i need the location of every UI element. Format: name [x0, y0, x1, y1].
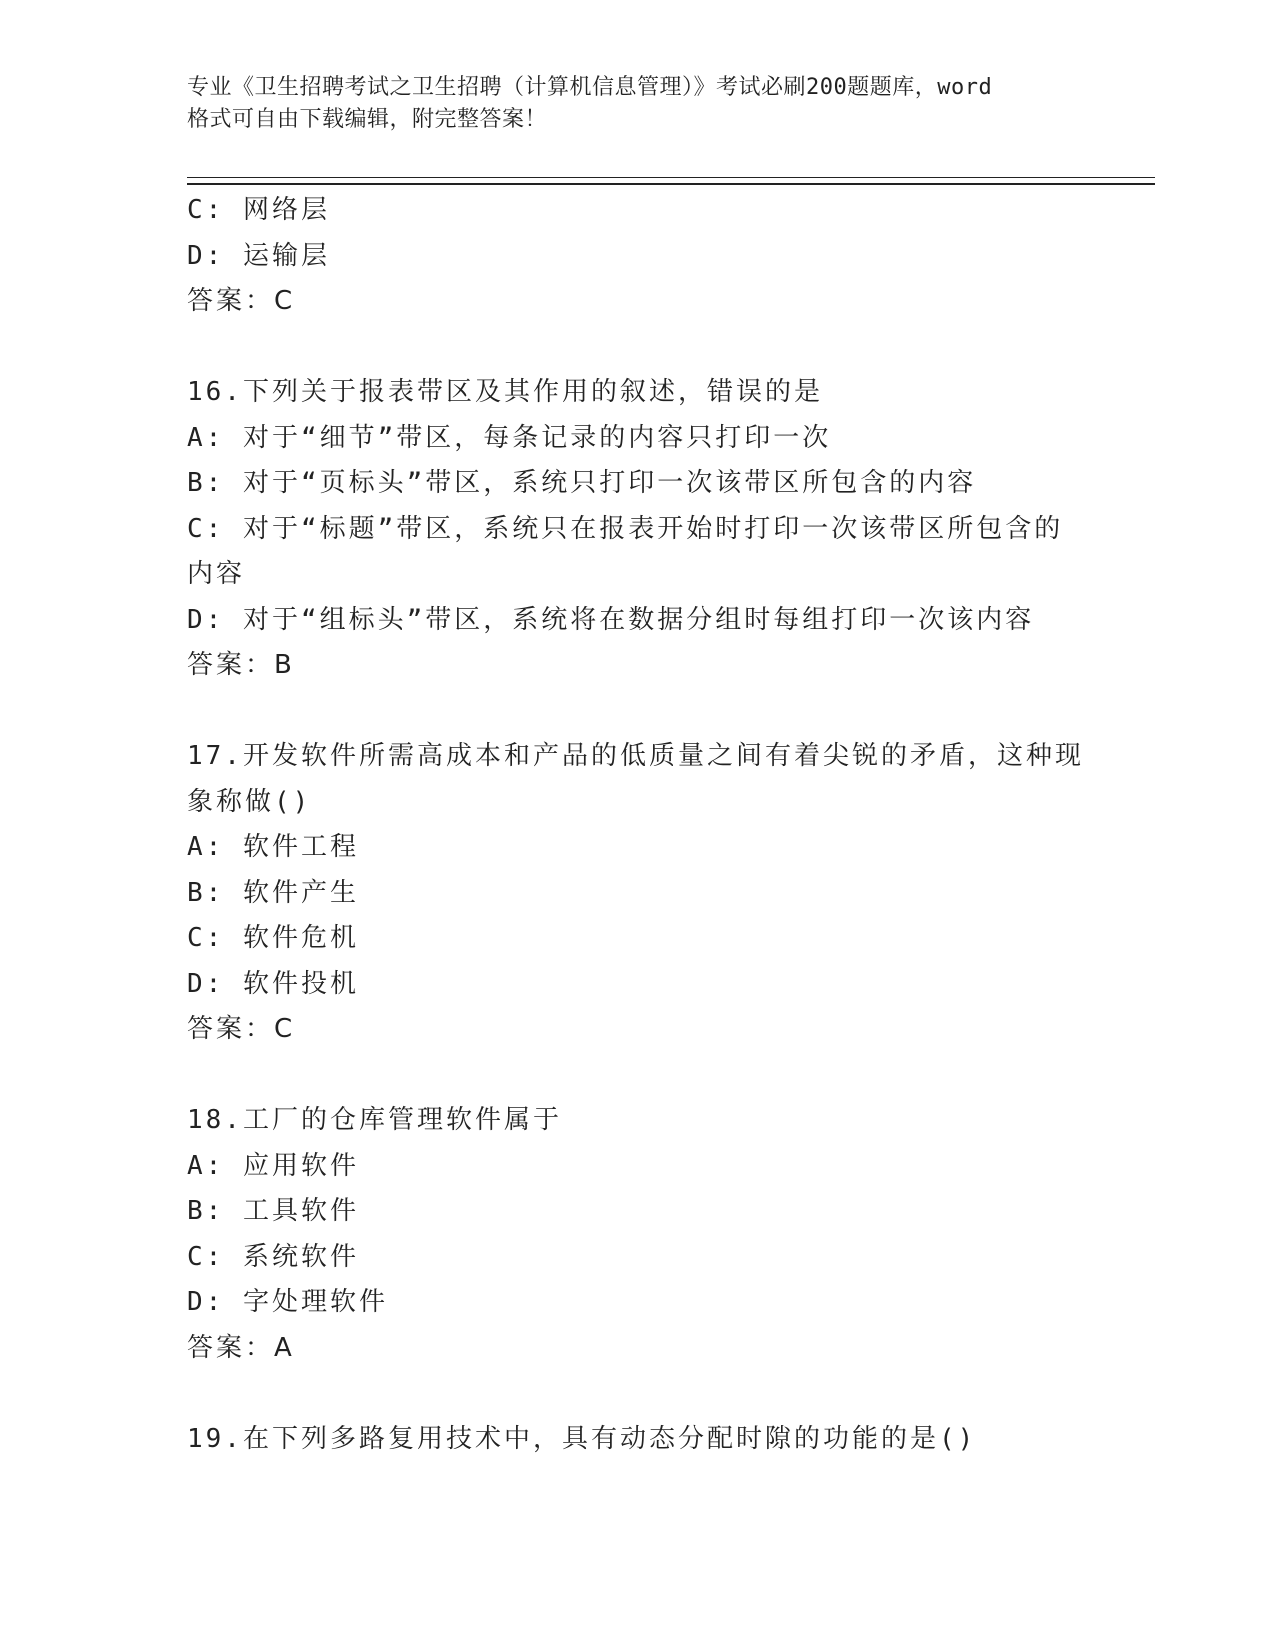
- question-stem: 17.开发软件所需高成本和产品的低质量之间有着尖锐的矛盾，这种现: [187, 741, 1084, 771]
- option-c: C: 对于“标题”带区，系统只在报表开始时打印一次该带区所包含的: [187, 513, 1064, 544]
- question-18: [187, 1098, 1087, 1371]
- option-d: D: 软件投机: [187, 968, 359, 999]
- question-19: [187, 1417, 1087, 1463]
- question-list: [187, 188, 1087, 1462]
- header-divider: [187, 177, 1155, 185]
- option-d: D: 字处理软件: [187, 1287, 388, 1317]
- option-d: D: 对于“组标头”带区，系统将在数据分组时每组打印一次该内容: [187, 604, 1035, 635]
- spacer: [187, 325, 1087, 371]
- option-a: A: 软件工程: [187, 832, 359, 862]
- header-line-1: 专业《卫生招聘考试之卫生招聘（计算机信息管理）》考试必刷200题题库，word: [187, 75, 993, 100]
- option-a: A: 应用软件: [187, 1150, 359, 1181]
- option-a: A: 对于“细节”带区，每条记录的内容只打印一次: [187, 422, 832, 453]
- header-line-2: 格式可自由下载编辑，附完整答案！: [187, 107, 548, 132]
- option-b: B: 对于“页标头”带区，系统只打印一次该带区所包含的内容: [187, 468, 977, 498]
- document-header: [187, 72, 1087, 136]
- option-c: C: 网络层: [187, 195, 330, 225]
- option-c: C: 软件危机: [187, 923, 359, 953]
- spacer: [187, 1371, 1087, 1417]
- question-16: [187, 370, 1087, 689]
- option-b: B: 工具软件: [187, 1196, 359, 1226]
- question-17: [187, 734, 1087, 1053]
- question-stem: 18.工厂的仓库管理软件属于: [187, 1105, 562, 1135]
- question-stem: 16.下列关于报表带区及其作用的叙述，错误的是: [187, 377, 823, 407]
- question-stem: 19.在下列多路复用技术中，具有动态分配时隙的功能的是(): [187, 1423, 977, 1454]
- spacer: [187, 689, 1087, 735]
- answer: 答案：A: [187, 1332, 295, 1363]
- answer: 答案：B: [187, 650, 295, 680]
- spacer: [187, 1053, 1087, 1099]
- option-c-continued: 内容: [187, 559, 246, 589]
- question-stem-continued: 象称做(): [187, 786, 312, 817]
- answer: 答案：C: [187, 286, 296, 316]
- option-c: C: 系统软件: [187, 1241, 359, 1272]
- question-15-tail: [187, 188, 1087, 325]
- answer: 答案：C: [187, 1014, 296, 1044]
- option-b: B: 软件产生: [187, 877, 359, 908]
- option-d: D: 运输层: [187, 240, 330, 271]
